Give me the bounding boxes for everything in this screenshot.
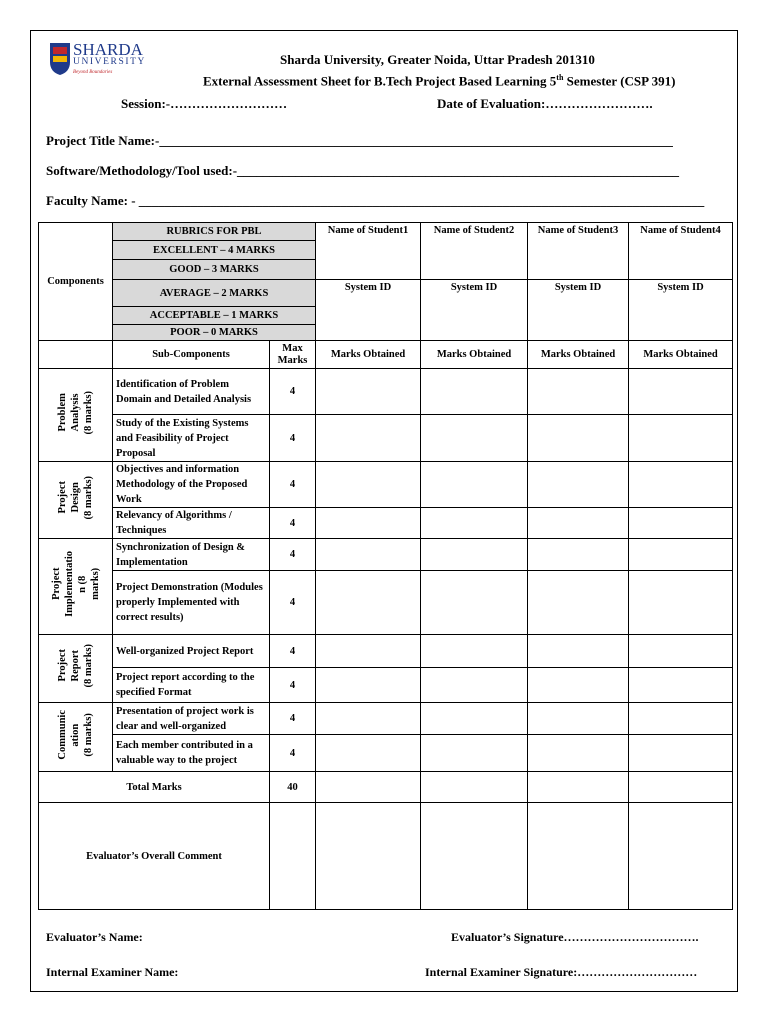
- component-group-label: [39, 703, 113, 772]
- marks-input-cell[interactable]: [316, 415, 421, 462]
- title-end: Semester (CSP 391): [563, 73, 676, 89]
- total-cell[interactable]: [528, 772, 629, 803]
- sub-component-text: Presentation of project work is clear and well-organized: [113, 703, 270, 735]
- max-marks-value: 4: [270, 539, 316, 571]
- shield-icon: [49, 42, 71, 76]
- comment-cell[interactable]: [316, 803, 421, 910]
- title-main: External Assessment Sheet for B.Tech Project Based Learning 5: [203, 73, 557, 89]
- logo-tagline: Beyond Boundaries: [73, 70, 113, 75]
- components-header: Components: [39, 223, 113, 341]
- marks-input-cell[interactable]: [629, 703, 733, 735]
- marks-input-cell[interactable]: [316, 571, 421, 635]
- marks-input-cell[interactable]: [528, 703, 629, 735]
- sub-component-row: [39, 635, 733, 668]
- sheet-title: [203, 73, 675, 89]
- faculty-field[interactable]: Faculty Name: - _______________________________________________________________________________________: [46, 193, 705, 208]
- max-marks-value: 4: [270, 635, 316, 668]
- evaluator-comment-label: Evaluator’s Overall Comment: [39, 803, 270, 910]
- marks-obtained-header: Marks Obtained: [629, 341, 733, 369]
- rubric-excellent: EXCELLENT – 4 MARKS: [113, 241, 316, 260]
- sub-component-row: [39, 369, 733, 415]
- marks-input-cell[interactable]: [528, 635, 629, 668]
- marks-input-cell[interactable]: [629, 369, 733, 415]
- marks-input-cell[interactable]: [421, 735, 528, 772]
- total-cell[interactable]: [629, 772, 733, 803]
- software-field[interactable]: Software/Methodology/Tool used:-____________________________________________________________________: [46, 163, 680, 178]
- component-group-label: [39, 539, 113, 635]
- component-group-label: [39, 635, 113, 703]
- sub-component-row: [39, 462, 733, 508]
- blank-cell: [39, 341, 113, 369]
- max-marks-value: 4: [270, 462, 316, 508]
- marks-input-cell[interactable]: [528, 369, 629, 415]
- sub-component-row: [39, 735, 733, 772]
- marks-input-cell[interactable]: [316, 735, 421, 772]
- internal-examiner-name-field[interactable]: Internal Examiner Name:: [46, 965, 179, 979]
- component-group-name: Problem Analysis (8 marks): [57, 390, 94, 435]
- marks-input-cell[interactable]: [528, 462, 629, 508]
- project-title-field[interactable]: Project Title Name:-_______________________________________________________________________________: [46, 133, 673, 148]
- max-marks-value: 4: [270, 703, 316, 735]
- student3-name[interactable]: Name of Student3: [528, 223, 629, 280]
- comment-cell[interactable]: [421, 803, 528, 910]
- logo-sub: UNIVERSITY: [73, 57, 146, 67]
- marks-input-cell[interactable]: [421, 703, 528, 735]
- marks-obtained-header: Marks Obtained: [316, 341, 421, 369]
- university-logo: [49, 40, 146, 82]
- sub-component-row: [39, 508, 733, 539]
- marks-input-cell[interactable]: [528, 508, 629, 539]
- marks-input-cell[interactable]: [316, 508, 421, 539]
- marks-input-cell[interactable]: [316, 369, 421, 415]
- marks-input-cell[interactable]: [421, 462, 528, 508]
- marks-input-cell[interactable]: [421, 539, 528, 571]
- marks-input-cell[interactable]: [316, 539, 421, 571]
- component-group-name: Project Report (8 marks): [57, 644, 94, 688]
- student2-name[interactable]: Name of Student2: [421, 223, 528, 280]
- marks-input-cell[interactable]: [629, 635, 733, 668]
- sub-component-text: Study of the Existing Systems and Feasibility of Project Proposal: [113, 415, 270, 462]
- rubric-title: RUBRICS FOR PBL: [113, 223, 316, 241]
- university-heading: Sharda University, Greater Noida, Uttar Pradesh 201310: [280, 52, 595, 67]
- component-group-label: [39, 462, 113, 539]
- sub-component-row: [39, 703, 733, 735]
- title-sup: th: [556, 73, 564, 82]
- marks-input-cell[interactable]: [629, 668, 733, 703]
- system-id-4[interactable]: System ID: [629, 280, 733, 341]
- sub-component-text: Identification of Problem Domain and Detailed Analysis: [113, 369, 270, 415]
- student4-name[interactable]: Name of Student4: [629, 223, 733, 280]
- marks-input-cell[interactable]: [528, 668, 629, 703]
- marks-input-cell[interactable]: [629, 539, 733, 571]
- marks-input-cell[interactable]: [421, 668, 528, 703]
- marks-input-cell[interactable]: [421, 571, 528, 635]
- marks-input-cell[interactable]: [421, 369, 528, 415]
- marks-input-cell[interactable]: [629, 735, 733, 772]
- rubric-good: GOOD – 3 MARKS: [113, 260, 316, 280]
- marks-input-cell[interactable]: [316, 703, 421, 735]
- marks-input-cell[interactable]: [528, 539, 629, 571]
- marks-obtained-header: Marks Obtained: [421, 341, 528, 369]
- marks-input-cell[interactable]: [629, 508, 733, 539]
- sub-component-text: Relevancy of Algorithms / Techniques: [113, 508, 270, 539]
- total-cell[interactable]: [421, 772, 528, 803]
- date-field[interactable]: Date of Evaluation:…………………….: [437, 96, 653, 111]
- marks-input-cell[interactable]: [421, 508, 528, 539]
- sub-component-text: Synchronization of Design & Implementation: [113, 539, 270, 571]
- sub-component-row: [39, 415, 733, 462]
- system-id-1[interactable]: System ID: [316, 280, 421, 341]
- session-field[interactable]: Session:-………………………: [121, 96, 288, 111]
- system-id-2[interactable]: System ID: [421, 280, 528, 341]
- rubric-poor: POOR – 0 MARKS: [113, 325, 316, 341]
- rubric-average: AVERAGE – 2 MARKS: [113, 280, 316, 307]
- comment-cell[interactable]: [528, 803, 629, 910]
- marks-input-cell[interactable]: [629, 415, 733, 462]
- sub-component-text: Objectives and information Methodology of the Proposed Work: [113, 462, 270, 508]
- sub-component-text: Project report according to the specified Format: [113, 668, 270, 703]
- rubric-acceptable: ACCEPTABLE – 1 MARKS: [113, 307, 316, 325]
- system-id-3[interactable]: System ID: [528, 280, 629, 341]
- sub-component-text: Each member contributed in a valuable way to the project: [113, 735, 270, 772]
- comment-cell[interactable]: [629, 803, 733, 910]
- comment-cell[interactable]: [270, 803, 316, 910]
- marks-input-cell[interactable]: [316, 668, 421, 703]
- marks-input-cell[interactable]: [528, 735, 629, 772]
- evaluator-signature-field[interactable]: Evaluator’s Signature…………………………….: [451, 930, 699, 944]
- component-group-name: Project Design (8 marks): [57, 475, 94, 520]
- sub-component-row: [39, 668, 733, 703]
- marks-obtained-header: Marks Obtained: [528, 341, 629, 369]
- marks-input-cell[interactable]: [421, 415, 528, 462]
- marks-input-cell[interactable]: [316, 635, 421, 668]
- max-marks-value: 4: [270, 508, 316, 539]
- marks-input-cell[interactable]: [528, 415, 629, 462]
- sub-components-header: Sub-Components: [113, 341, 270, 369]
- marks-input-cell[interactable]: [316, 462, 421, 508]
- sub-component-text: Project Demonstration (Modules properly Implemented with correct results): [113, 571, 270, 635]
- total-cell[interactable]: [316, 772, 421, 803]
- sub-component-row: [39, 571, 733, 635]
- sub-component-row: [39, 539, 733, 571]
- component-group-name: Communic ation (8 marks): [57, 709, 94, 760]
- component-group-name: Project Implementatio n (8 marks): [50, 551, 101, 617]
- max-marks-value: 4: [270, 571, 316, 635]
- marks-input-cell[interactable]: [528, 571, 629, 635]
- max-marks-value: 4: [270, 668, 316, 703]
- logo-name: SHARDA: [73, 40, 143, 59]
- marks-input-cell[interactable]: [629, 571, 733, 635]
- sub-component-text: Well-organized Project Report: [113, 635, 270, 668]
- internal-examiner-signature-field[interactable]: Internal Examiner Signature:…………………………: [425, 965, 698, 979]
- max-marks-value: 4: [270, 735, 316, 772]
- total-marks-value: 40: [270, 772, 316, 803]
- max-marks-value: 4: [270, 369, 316, 415]
- evaluator-name-field[interactable]: Evaluator’s Name:: [46, 930, 143, 944]
- total-marks-label: Total Marks: [39, 772, 270, 803]
- max-marks-header: Max Marks: [270, 341, 316, 369]
- max-marks-value: 4: [270, 415, 316, 462]
- marks-input-cell[interactable]: [629, 462, 733, 508]
- assessment-table: [38, 222, 733, 910]
- component-group-label: [39, 369, 113, 462]
- marks-input-cell[interactable]: [421, 635, 528, 668]
- student1-name[interactable]: Name of Student1: [316, 223, 421, 280]
